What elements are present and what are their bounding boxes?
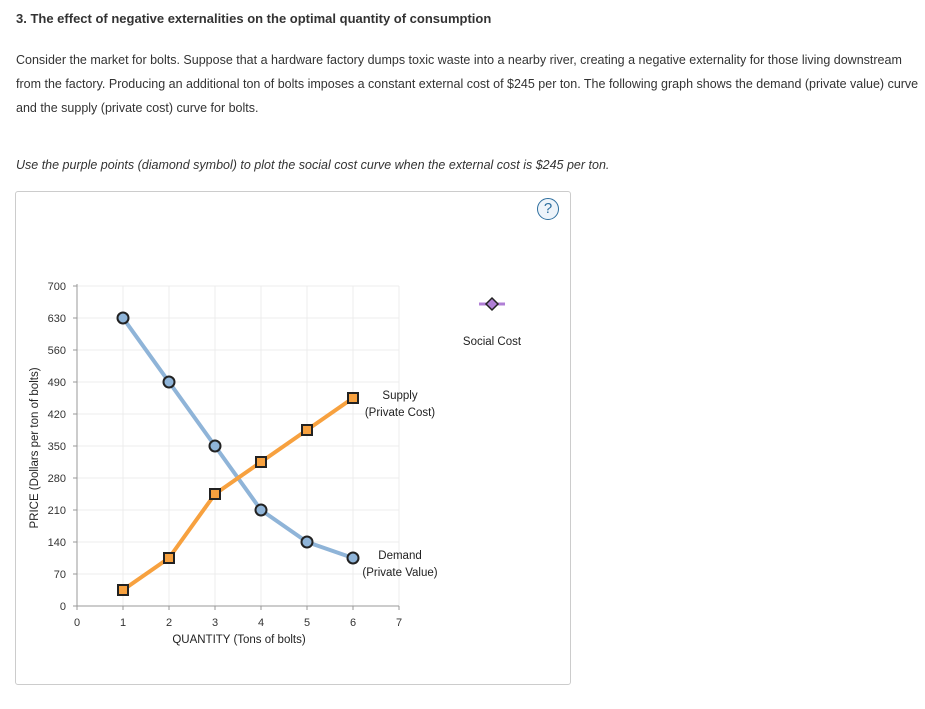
y-tick-label: 0 (59, 601, 66, 613)
x-tick-label: 0 (73, 617, 81, 629)
y-tick-label: 140 (47, 537, 66, 549)
demand-point[interactable] (164, 377, 175, 388)
supply-point[interactable] (256, 457, 266, 467)
demand-point[interactable] (210, 441, 221, 452)
chart-series (118, 313, 359, 596)
x-tick-label: 2 (165, 617, 173, 629)
x-tick-label: 7 (395, 617, 403, 629)
supply-point[interactable] (210, 489, 220, 499)
question-title: 3. The effect of negative externalities on the optimal quantity of consumption (16, 11, 492, 26)
demand-curve-label: Demand (378, 550, 422, 562)
demand-curve-label: (Private Value) (362, 567, 438, 579)
help-icon[interactable]: ? (537, 198, 559, 220)
chart-labels (362, 390, 437, 579)
y-tick-label: 210 (47, 505, 66, 517)
supply-curve-label: (Private Cost) (364, 407, 436, 419)
supply-curve-line (123, 398, 353, 590)
demand-point[interactable] (118, 313, 129, 324)
demand-curve-line (123, 318, 353, 558)
y-axis-label: PRICE (Dollars per ton of bolts) (29, 367, 41, 529)
y-tick-label: 700 (47, 281, 66, 293)
social-cost-label: Social Cost (462, 336, 522, 348)
x-axis-label: QUANTITY (Tons of bolts) (172, 634, 306, 646)
supply-point[interactable] (348, 393, 358, 403)
y-tick-label: 420 (47, 409, 66, 421)
y-tick-label: 560 (47, 345, 66, 357)
question-intro: Consider the market for bolts. Suppose that a hardware factory dumps toxic waste into a nearby river, creating a negative externality for those living downstream from the factory. Producing an additional ton of bolts imposes a constant external cost of $245 per ton. The following graph shows the demand (private value) curve and the supply (private cost) curve for bolts. (16, 53, 919, 115)
social-cost-diamond-icon[interactable] (486, 298, 498, 310)
y-tick-label: 70 (53, 569, 66, 581)
x-tick-label: 4 (257, 617, 265, 629)
x-tick-label: 6 (349, 617, 357, 629)
supply-point[interactable] (118, 585, 128, 595)
supply-curve-label: Supply (382, 390, 418, 402)
question-instruction: Use the purple points (diamond symbol) to plot the social cost curve when the external cost is $245 per ton. (16, 158, 610, 172)
demand-point[interactable] (348, 553, 359, 564)
social-cost-palette[interactable] (463, 298, 522, 348)
supply-point[interactable] (302, 425, 312, 435)
x-tick-label: 5 (303, 617, 311, 629)
demand-point[interactable] (256, 505, 267, 516)
x-tick-label: 3 (211, 617, 219, 629)
supply-point[interactable] (164, 553, 174, 563)
y-tick-label: 350 (47, 441, 66, 453)
y-tick-label: 630 (47, 313, 66, 325)
demand-point[interactable] (302, 537, 313, 548)
x-tick-label: 1 (119, 617, 127, 629)
y-tick-label: 280 (47, 473, 66, 485)
y-tick-label: 490 (47, 377, 66, 389)
chart-axes (29, 281, 402, 646)
